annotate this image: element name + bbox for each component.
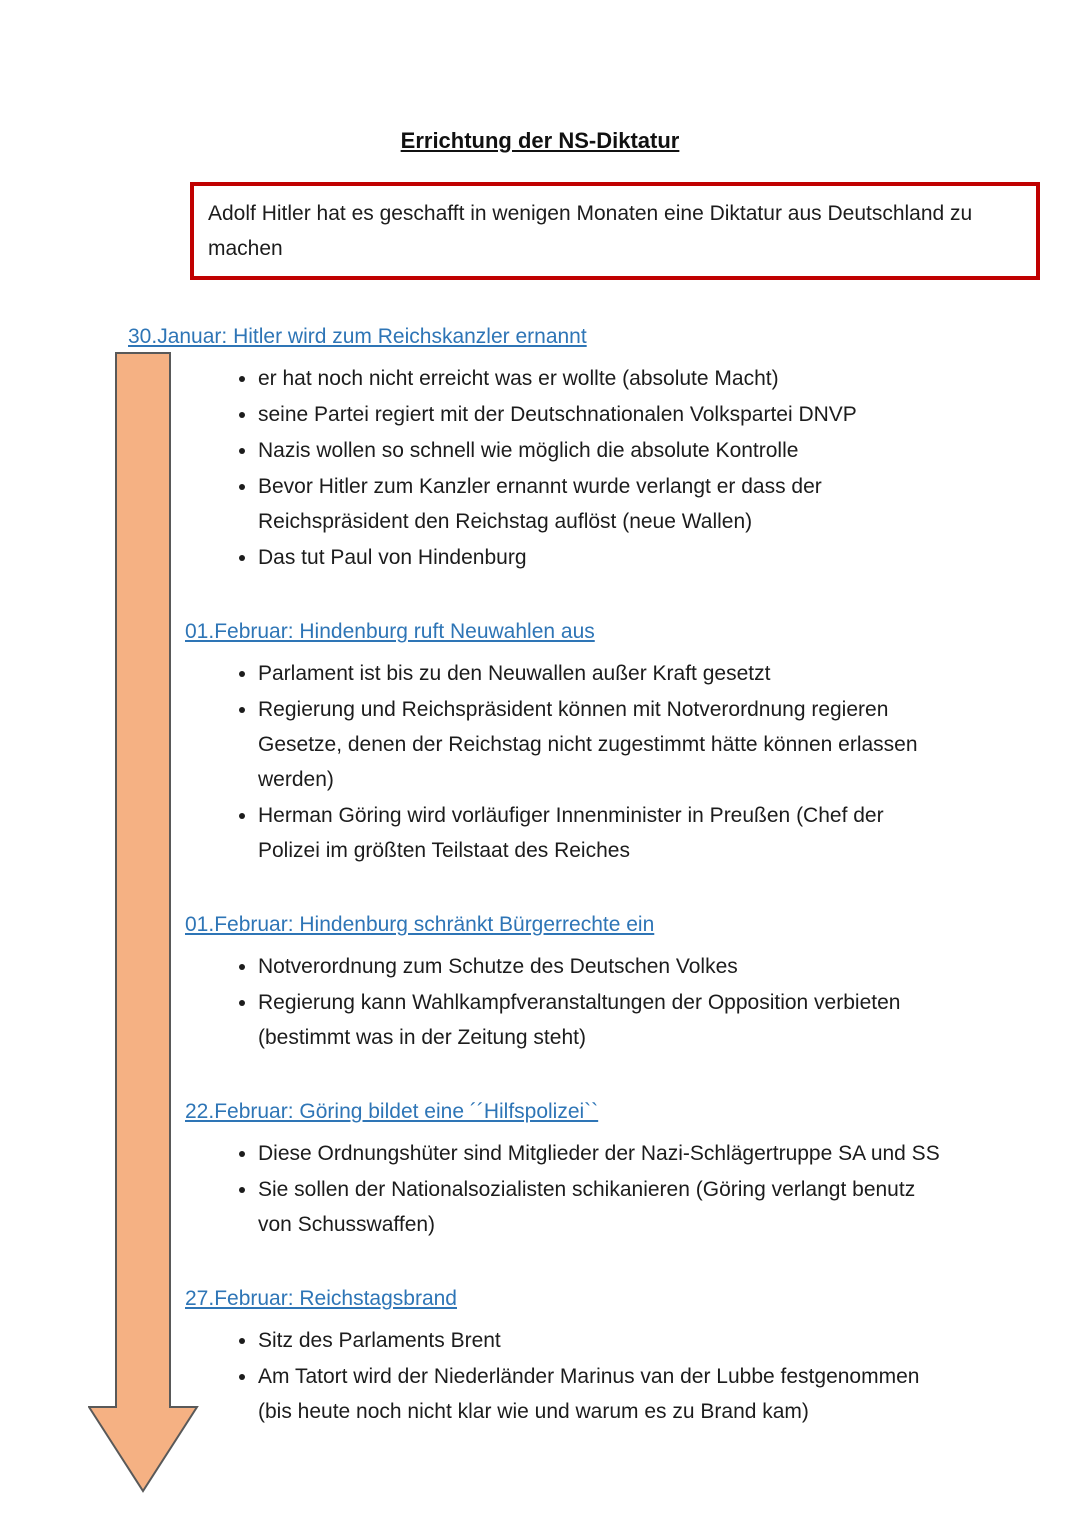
bullet-item: • Nazis wollen so schnell wie möglich die absolute Kontrolle <box>258 433 948 468</box>
bullet-list <box>0 1136 1080 1242</box>
section-heading: 01.Februar: Hindenburg ruft Neuwahlen aus <box>185 620 595 643</box>
bullet-list <box>0 1323 1080 1429</box>
intro-box <box>190 182 1040 280</box>
section <box>0 615 1080 868</box>
bullet-item: • Am Tatort wird der Niederländer Marinus van der Lubbe festgenommen (bis heute noch nicht klar wie und warum es zu Brand kam) <box>258 1359 948 1429</box>
bullet-item: • Sitz des Parlaments Brent <box>258 1323 948 1358</box>
bullet-item: • Sie sollen der Nationalsozialisten schikanieren (Göring verlangt benutz von Schusswaffen) <box>258 1172 948 1242</box>
sections-container <box>0 320 1080 1429</box>
section <box>0 908 1080 1055</box>
intro-text: Adolf Hitler hat es geschafft in wenigen Monaten eine Diktatur aus Deutschland zu machen <box>208 202 973 260</box>
section-heading: 01.Februar: Hindenburg schränkt Bürgerrechte ein <box>185 913 655 936</box>
section-heading: 22.Februar: Göring bildet eine ´´Hilfspolizei`` <box>185 1100 599 1123</box>
bullet-item: • er hat noch nicht erreicht was er wollte (absolute Macht) <box>258 361 948 396</box>
bullet-item: • Regierung und Reichspräsident können mit Notverordnung regieren Gesetze, denen der Reichstag nicht zugestimmt hätte können erlassen werden) <box>258 692 948 797</box>
bullet-item: • Regierung kann Wahlkampfveranstaltungen der Opposition verbieten (bestimmt was in der Zeitung steht) <box>258 985 948 1055</box>
bullet-item: • seine Partei regiert mit der Deutschnationalen Volkspartei DNVP <box>258 397 948 432</box>
section <box>0 1095 1080 1242</box>
bullet-list <box>0 361 1080 575</box>
bullet-list <box>0 949 1080 1055</box>
bullet-list <box>0 656 1080 868</box>
section <box>0 320 1080 575</box>
bullet-item: • Diese Ordnungshüter sind Mitglieder der Nazi-Schlägertruppe SA und SS <box>258 1136 948 1171</box>
bullet-item: • Parlament ist bis zu den Neuwallen außer Kraft gesetzt <box>258 656 948 691</box>
section-heading: 30.Januar: Hitler wird zum Reichskanzler ernannt <box>128 325 587 348</box>
page-title-text: Errichtung der NS-Diktatur <box>400 128 680 153</box>
bullet-item: • Bevor Hitler zum Kanzler ernannt wurde verlangt er dass der Reichspräsident den Reichstag auflöst (neue Wallen) <box>258 469 948 539</box>
page-title <box>0 0 1080 154</box>
section <box>0 1282 1080 1429</box>
bullet-item: • Das tut Paul von Hindenburg <box>258 540 948 575</box>
section-heading: 27.Februar: Reichstagsbrand <box>185 1287 457 1310</box>
bullet-item: • Notverordnung zum Schutze des Deutschen Volkes <box>258 949 948 984</box>
bullet-item: • Herman Göring wird vorläufiger Innenminister in Preußen (Chef der Polizei im größten Teilstaat des Reiches <box>258 798 948 868</box>
